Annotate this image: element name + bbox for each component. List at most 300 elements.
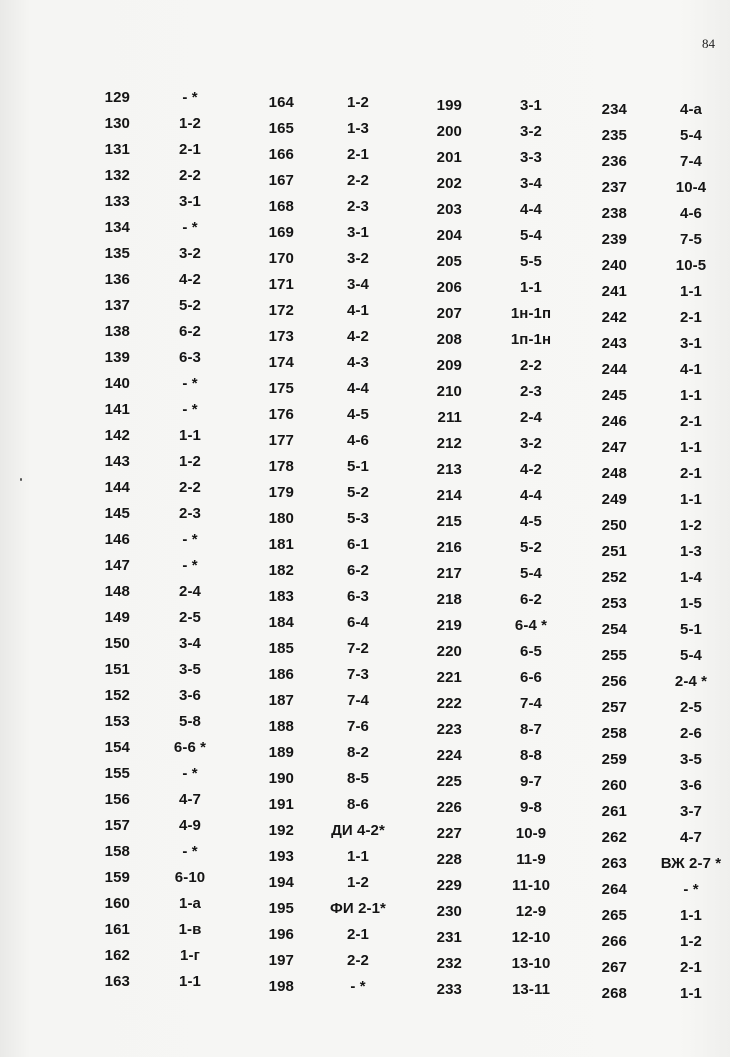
- row-code: 4-5: [347, 406, 369, 423]
- row-number: 161: [104, 921, 130, 938]
- row-number: 253: [601, 595, 627, 612]
- table-row: [594, 569, 730, 595]
- row-number: 254: [601, 621, 627, 638]
- row-code: 6-4 *: [514, 617, 548, 634]
- row-code: 2-1: [347, 926, 369, 943]
- row-number: 183: [268, 588, 294, 605]
- table-row: [594, 595, 730, 621]
- row-code: 4-3: [347, 354, 369, 371]
- row-number: 233: [436, 981, 462, 998]
- table-row: [254, 926, 444, 952]
- table-row: [594, 491, 730, 517]
- table-row: [428, 149, 618, 175]
- row-number: 202: [436, 175, 462, 192]
- table-row: [254, 354, 444, 380]
- row-number: 181: [268, 536, 294, 553]
- row-code: 5-1: [680, 621, 702, 638]
- row-code: 2-1: [680, 309, 702, 326]
- row-code: 4-9: [179, 817, 201, 834]
- row-number: 197: [268, 952, 294, 969]
- table-row: [594, 309, 730, 335]
- row-code: 8-8: [520, 747, 542, 764]
- row-code: 5-4: [680, 127, 702, 144]
- table-row: [428, 695, 618, 721]
- row-code: 8-5: [347, 770, 369, 787]
- row-number: 218: [436, 591, 462, 608]
- row-code: 6-2: [347, 562, 369, 579]
- table-row: [254, 900, 444, 926]
- row-code: 3-2: [520, 123, 542, 140]
- table-row: [594, 465, 730, 491]
- row-number: 167: [268, 172, 294, 189]
- row-code: - *: [182, 531, 198, 548]
- row-number: 230: [436, 903, 462, 920]
- table-row: [428, 97, 618, 123]
- row-code: 4-6: [680, 205, 702, 222]
- row-number: 221: [436, 669, 462, 686]
- table-row: [594, 725, 730, 751]
- row-number: 251: [601, 543, 627, 560]
- row-number: 222: [436, 695, 462, 712]
- row-code: 7-6: [347, 718, 369, 735]
- table-row: [428, 539, 618, 565]
- row-code: 7-4: [680, 153, 702, 170]
- table-row: [254, 640, 444, 666]
- row-number: 159: [104, 869, 130, 886]
- row-code: - *: [182, 401, 198, 418]
- row-number: 151: [104, 661, 130, 678]
- table-row: [594, 439, 730, 465]
- table-row: [594, 153, 730, 179]
- table-row: [594, 543, 730, 569]
- row-code: 5-2: [347, 484, 369, 501]
- row-code: 1-1: [680, 387, 702, 404]
- row-code: 1н-1п: [510, 305, 552, 322]
- row-number: 263: [601, 855, 627, 872]
- row-number: 170: [268, 250, 294, 267]
- row-number: 158: [104, 843, 130, 860]
- row-code: 1-3: [680, 543, 702, 560]
- row-code: 6-6 *: [173, 739, 207, 756]
- row-number: 193: [268, 848, 294, 865]
- row-code: 2-2: [520, 357, 542, 374]
- row-number: 244: [601, 361, 627, 378]
- row-code: 1-5: [680, 595, 702, 612]
- row-code: 4-1: [347, 302, 369, 319]
- row-number: 198: [268, 978, 294, 995]
- row-code: 9-7: [520, 773, 542, 790]
- row-number: 134: [104, 219, 130, 236]
- row-code: 2-1: [179, 141, 201, 158]
- table-row: [594, 985, 730, 1011]
- row-number: 133: [104, 193, 130, 210]
- row-code: 4-2: [520, 461, 542, 478]
- row-code: 3-6: [179, 687, 201, 704]
- table-row: [594, 179, 730, 205]
- row-code: 1-г: [180, 947, 200, 964]
- row-number: 142: [104, 427, 130, 444]
- row-number: 201: [436, 149, 462, 166]
- table-row: [254, 692, 444, 718]
- row-number: 215: [436, 513, 462, 530]
- row-code: 1-1: [680, 283, 702, 300]
- table-row: [254, 666, 444, 692]
- row-number: 154: [104, 739, 130, 756]
- row-number: 226: [436, 799, 462, 816]
- row-code: 2-2: [347, 952, 369, 969]
- row-code: 7-4: [347, 692, 369, 709]
- row-code: 12-9: [515, 903, 547, 920]
- table-row: [428, 929, 618, 955]
- table-row: [254, 562, 444, 588]
- row-code: 3-1: [179, 193, 201, 210]
- table-row: [254, 250, 444, 276]
- row-number: 186: [268, 666, 294, 683]
- row-number: 232: [436, 955, 462, 972]
- row-number: 227: [436, 825, 462, 842]
- row-code: 3-4: [520, 175, 542, 192]
- row-code: 4-1: [680, 361, 702, 378]
- table-row: [254, 770, 444, 796]
- row-code: 2-3: [520, 383, 542, 400]
- row-number: 144: [104, 479, 130, 496]
- table-row: [428, 383, 618, 409]
- row-number: 153: [104, 713, 130, 730]
- row-code: 3-2: [347, 250, 369, 267]
- row-number: 196: [268, 926, 294, 943]
- row-code: 4-а: [680, 101, 702, 118]
- table-row: [428, 617, 618, 643]
- table-row: [254, 848, 444, 874]
- row-number: 234: [601, 101, 627, 118]
- row-code: 5-3: [347, 510, 369, 527]
- table-column-3: [428, 97, 618, 1007]
- row-code: - *: [182, 557, 198, 574]
- row-code: 3-4: [347, 276, 369, 293]
- row-code: 4-5: [520, 513, 542, 530]
- row-code: - *: [182, 219, 198, 236]
- table-row: [428, 409, 618, 435]
- row-code: 2-2: [179, 167, 201, 184]
- row-number: 259: [601, 751, 627, 768]
- row-code: 3-5: [179, 661, 201, 678]
- row-code: 4-6: [347, 432, 369, 449]
- row-number: 148: [104, 583, 130, 600]
- table-row: [594, 361, 730, 387]
- table-row: [254, 744, 444, 770]
- table-row: [254, 432, 444, 458]
- row-number: 176: [268, 406, 294, 423]
- row-code: 3-5: [680, 751, 702, 768]
- table-row: [428, 461, 618, 487]
- table-column-2: [254, 94, 444, 1004]
- row-number: 219: [436, 617, 462, 634]
- row-number: 213: [436, 461, 462, 478]
- row-code: 8-2: [347, 744, 369, 761]
- row-code: 1-1: [179, 427, 201, 444]
- row-number: 179: [268, 484, 294, 501]
- row-code: 10-9: [515, 825, 547, 842]
- row-number: 156: [104, 791, 130, 808]
- table-row: [594, 335, 730, 361]
- table-row: [594, 205, 730, 231]
- row-code: 5-5: [520, 253, 542, 270]
- table-row: [594, 933, 730, 959]
- page-number: 84: [702, 36, 715, 51]
- row-number: 236: [601, 153, 627, 170]
- row-code: 1-1: [347, 848, 369, 865]
- table-row: [594, 387, 730, 413]
- row-code: 2-1: [680, 413, 702, 430]
- row-code: 6-3: [347, 588, 369, 605]
- row-code: 5-4: [680, 647, 702, 664]
- row-code: 1-1: [680, 491, 702, 508]
- row-number: 229: [436, 877, 462, 894]
- row-code: 2-6: [680, 725, 702, 742]
- row-code: 1-1: [680, 907, 702, 924]
- table-row: [254, 874, 444, 900]
- row-code: 1-1: [179, 973, 201, 990]
- table-row: [428, 123, 618, 149]
- row-number: 211: [437, 409, 462, 426]
- table-row: [428, 435, 618, 461]
- table-row: [594, 101, 730, 127]
- row-number: 210: [436, 383, 462, 400]
- row-number: 172: [268, 302, 294, 319]
- row-number: 203: [436, 201, 462, 218]
- table-row: [254, 120, 444, 146]
- table-row: [254, 198, 444, 224]
- table-row: [254, 588, 444, 614]
- row-number: 146: [104, 531, 130, 548]
- row-code: 7-2: [347, 640, 369, 657]
- table-row: [254, 484, 444, 510]
- row-code: 12-10: [511, 929, 551, 946]
- row-number: 255: [601, 647, 627, 664]
- row-number: 190: [268, 770, 294, 787]
- row-code: 10-4: [675, 179, 707, 196]
- table-row: [428, 201, 618, 227]
- row-number: 208: [436, 331, 462, 348]
- table-row: [254, 952, 444, 978]
- row-number: 173: [268, 328, 294, 345]
- row-code: 13-10: [511, 955, 551, 972]
- row-code: 5-4: [520, 227, 542, 244]
- row-code: 4-2: [347, 328, 369, 345]
- row-number: 235: [601, 127, 627, 144]
- table-row: [428, 565, 618, 591]
- row-code: - *: [683, 881, 699, 898]
- table-row: [254, 328, 444, 354]
- row-code: 6-2: [520, 591, 542, 608]
- table-row: [254, 224, 444, 250]
- row-code: 3-1: [347, 224, 369, 241]
- row-number: 163: [104, 973, 130, 990]
- table-row: [428, 981, 618, 1007]
- row-number: 150: [104, 635, 130, 652]
- table-row: [594, 673, 730, 699]
- row-number: 185: [268, 640, 294, 657]
- row-code: 2-2: [179, 479, 201, 496]
- row-number: 216: [436, 539, 462, 556]
- row-number: 130: [104, 115, 130, 132]
- row-number: 192: [268, 822, 294, 839]
- row-number: 157: [104, 817, 130, 834]
- row-number: 214: [436, 487, 462, 504]
- row-number: 217: [436, 565, 462, 582]
- row-number: 223: [436, 721, 462, 738]
- table-row: [594, 413, 730, 439]
- row-code: 2-1: [680, 465, 702, 482]
- row-number: 200: [436, 123, 462, 140]
- row-number: 252: [601, 569, 627, 586]
- table-row: [594, 855, 730, 881]
- table-row: [254, 94, 444, 120]
- row-number: 165: [268, 120, 294, 137]
- row-number: 228: [436, 851, 462, 868]
- row-code: 1-2: [347, 94, 369, 111]
- row-number: 265: [601, 907, 627, 924]
- row-number: 239: [601, 231, 627, 248]
- row-number: 204: [436, 227, 462, 244]
- row-number: 188: [268, 718, 294, 735]
- table-row: [594, 231, 730, 257]
- row-number: 178: [268, 458, 294, 475]
- table-row: [254, 718, 444, 744]
- row-number: 258: [601, 725, 627, 742]
- row-code: 1п-1н: [510, 331, 552, 348]
- row-code: 5-2: [179, 297, 201, 314]
- row-number: 194: [268, 874, 294, 891]
- row-number: 131: [104, 141, 130, 158]
- row-code: 3-2: [520, 435, 542, 452]
- row-number: 174: [268, 354, 294, 371]
- row-number: 171: [268, 276, 294, 293]
- row-code: 3-7: [680, 803, 702, 820]
- row-code: 3-4: [179, 635, 201, 652]
- row-number: 147: [104, 557, 130, 574]
- row-number: 189: [268, 744, 294, 761]
- row-code: 3-1: [680, 335, 702, 352]
- table-row: [594, 829, 730, 855]
- table-row: [254, 796, 444, 822]
- row-number: 145: [104, 505, 130, 522]
- table-row: [594, 517, 730, 543]
- row-code: 10-5: [675, 257, 707, 274]
- row-code: ВЖ 2-7 *: [660, 855, 722, 872]
- row-code: 2-4: [179, 583, 201, 600]
- table-row: [254, 406, 444, 432]
- row-code: 4-4: [520, 487, 542, 504]
- row-code: 2-3: [347, 198, 369, 215]
- row-code: 7-4: [520, 695, 542, 712]
- table-row: [428, 175, 618, 201]
- row-code: 6-3: [179, 349, 201, 366]
- row-number: 191: [268, 796, 294, 813]
- row-number: 184: [268, 614, 294, 631]
- row-number: 262: [601, 829, 627, 846]
- row-number: 206: [436, 279, 462, 296]
- row-number: 143: [104, 453, 130, 470]
- row-number: 247: [601, 439, 627, 456]
- row-code: 1-2: [179, 453, 201, 470]
- table-row: [594, 127, 730, 153]
- table-row: [594, 647, 730, 673]
- table-row: [594, 283, 730, 309]
- row-code: 1-1: [680, 439, 702, 456]
- row-code: 1-1: [520, 279, 542, 296]
- row-code: 11-10: [511, 877, 551, 894]
- row-number: 129: [104, 89, 130, 106]
- table-row: [428, 669, 618, 695]
- row-number: 195: [268, 900, 294, 917]
- table-row: [254, 302, 444, 328]
- row-number: 268: [601, 985, 627, 1002]
- table-row: [428, 825, 618, 851]
- row-number: 245: [601, 387, 627, 404]
- table-row: [254, 380, 444, 406]
- row-code: 1-2: [680, 933, 702, 950]
- table-row: [594, 751, 730, 777]
- table-row: [428, 643, 618, 669]
- row-number: 132: [104, 167, 130, 184]
- row-code: 1-а: [179, 895, 201, 912]
- row-code: 5-1: [347, 458, 369, 475]
- row-number: 249: [601, 491, 627, 508]
- table-row: [428, 851, 618, 877]
- row-code: 1-в: [178, 921, 202, 938]
- row-code: 1-4: [680, 569, 702, 586]
- row-code: 1-1: [680, 985, 702, 1002]
- row-number: 166: [268, 146, 294, 163]
- row-number: 241: [601, 283, 627, 300]
- row-number: 240: [601, 257, 627, 274]
- table-row: [428, 591, 618, 617]
- row-code: 2-5: [680, 699, 702, 716]
- row-number: 207: [436, 305, 462, 322]
- row-code: 8-6: [347, 796, 369, 813]
- row-code: 2-2: [347, 172, 369, 189]
- row-code: 6-5: [520, 643, 542, 660]
- row-number: 225: [436, 773, 462, 790]
- row-number: 164: [268, 94, 294, 111]
- table-row: [428, 747, 618, 773]
- row-number: 242: [601, 309, 627, 326]
- row-number: 180: [268, 510, 294, 527]
- row-code: 1-3: [347, 120, 369, 137]
- row-number: 138: [104, 323, 130, 340]
- row-number: 224: [436, 747, 462, 764]
- row-code: 2-4 *: [674, 673, 708, 690]
- row-code: 3-3: [520, 149, 542, 166]
- table-row: [594, 907, 730, 933]
- table-row: [594, 621, 730, 647]
- row-number: 243: [601, 335, 627, 352]
- row-code: 4-4: [520, 201, 542, 218]
- row-number: 256: [601, 673, 627, 690]
- row-code: 3-6: [680, 777, 702, 794]
- row-number: 135: [104, 245, 130, 262]
- row-code: 5-2: [520, 539, 542, 556]
- row-number: 257: [601, 699, 627, 716]
- row-code: - *: [182, 843, 198, 860]
- row-number: 261: [601, 803, 627, 820]
- table-row: [428, 279, 618, 305]
- table-row: [594, 699, 730, 725]
- row-code: 2-4: [520, 409, 542, 426]
- row-code: - *: [182, 89, 198, 106]
- row-number: 264: [601, 881, 627, 898]
